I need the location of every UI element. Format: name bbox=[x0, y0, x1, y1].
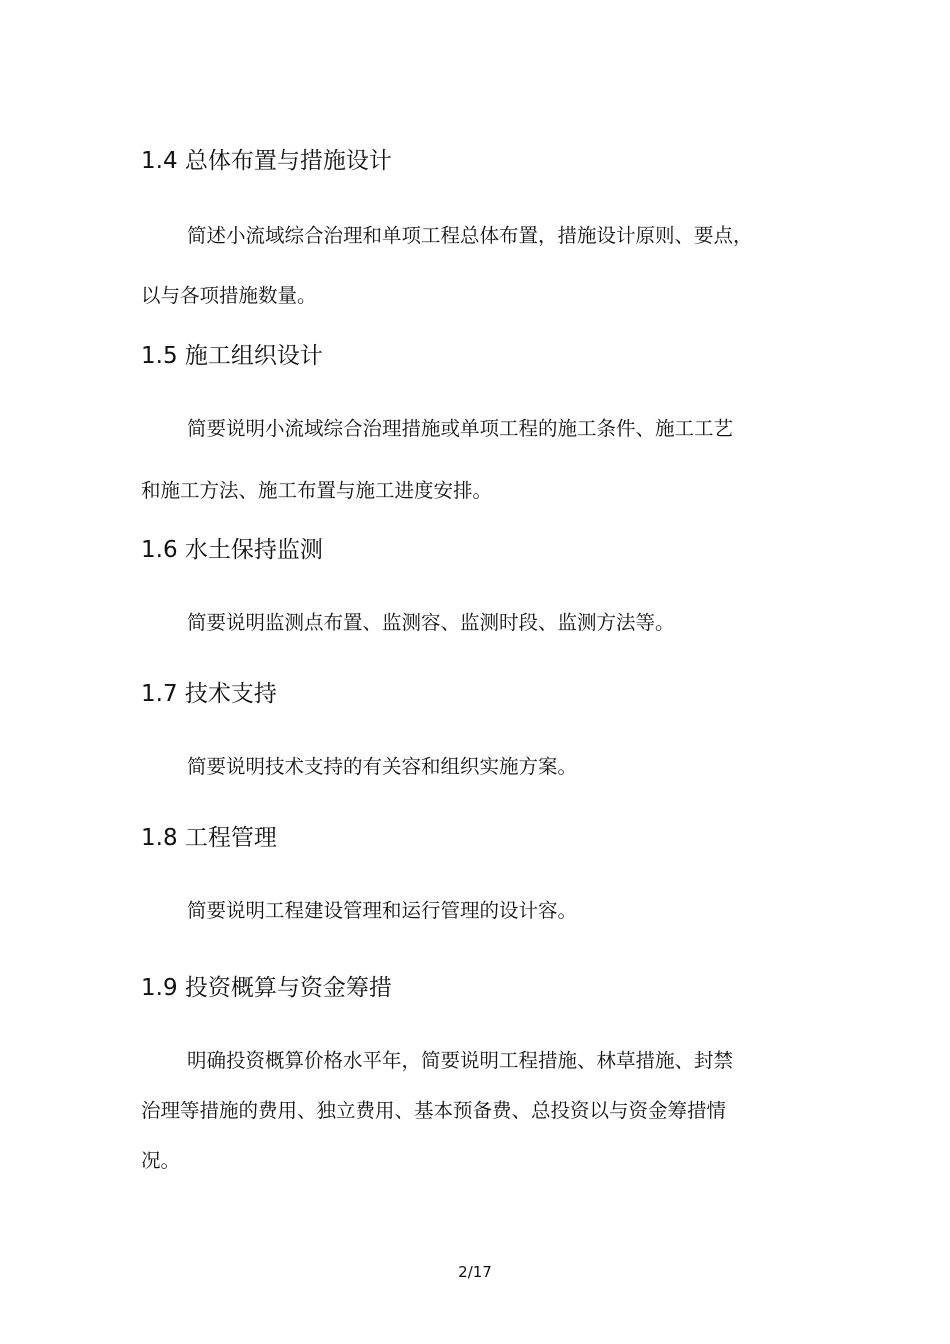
paragraph-line: 简要说明工程建设管理和运行管理的设计容。 bbox=[187, 899, 578, 922]
section-heading-1-9: 1.9 投资概算与资金筹措 bbox=[141, 975, 392, 1001]
section-heading-1-6: 1.6 水土保持监测 bbox=[141, 537, 323, 563]
paragraph-line: 简要说明监测点布置、监测容、监测时段、监测方法等。 bbox=[187, 611, 675, 634]
paragraph-line: 况。 bbox=[141, 1149, 181, 1172]
paragraph-line: 明确投资概算价格水平年，简要说明工程措施、林草措施、封禁 bbox=[187, 1049, 734, 1072]
paragraph-line: 简要说明小流域综合治理措施或单项工程的施工条件、施工工艺 bbox=[187, 417, 734, 440]
section-heading-1-7: 1.7 技术支持 bbox=[141, 681, 277, 707]
section-heading-1-8: 1.8 工程管理 bbox=[141, 825, 277, 851]
page-number: 2/17 bbox=[458, 1263, 492, 1281]
section-heading-1-4: 1.4 总体布置与措施设计 bbox=[141, 148, 392, 174]
paragraph-line: 治理等措施的费用、独立费用、基本预备费、总投资以与资金筹措情 bbox=[141, 1099, 727, 1122]
paragraph-line: 和施工方法、施工布置与施工进度安排。 bbox=[141, 479, 493, 502]
paragraph-line: 以与各项措施数量。 bbox=[141, 284, 317, 307]
paragraph-line: 简要说明技术支持的有关容和组织实施方案。 bbox=[187, 755, 578, 778]
paragraph-line: 简述小流域综合治理和单项工程总体布置，措施设计原则、要点， bbox=[187, 224, 753, 247]
section-heading-1-5: 1.5 施工组织设计 bbox=[141, 343, 323, 369]
